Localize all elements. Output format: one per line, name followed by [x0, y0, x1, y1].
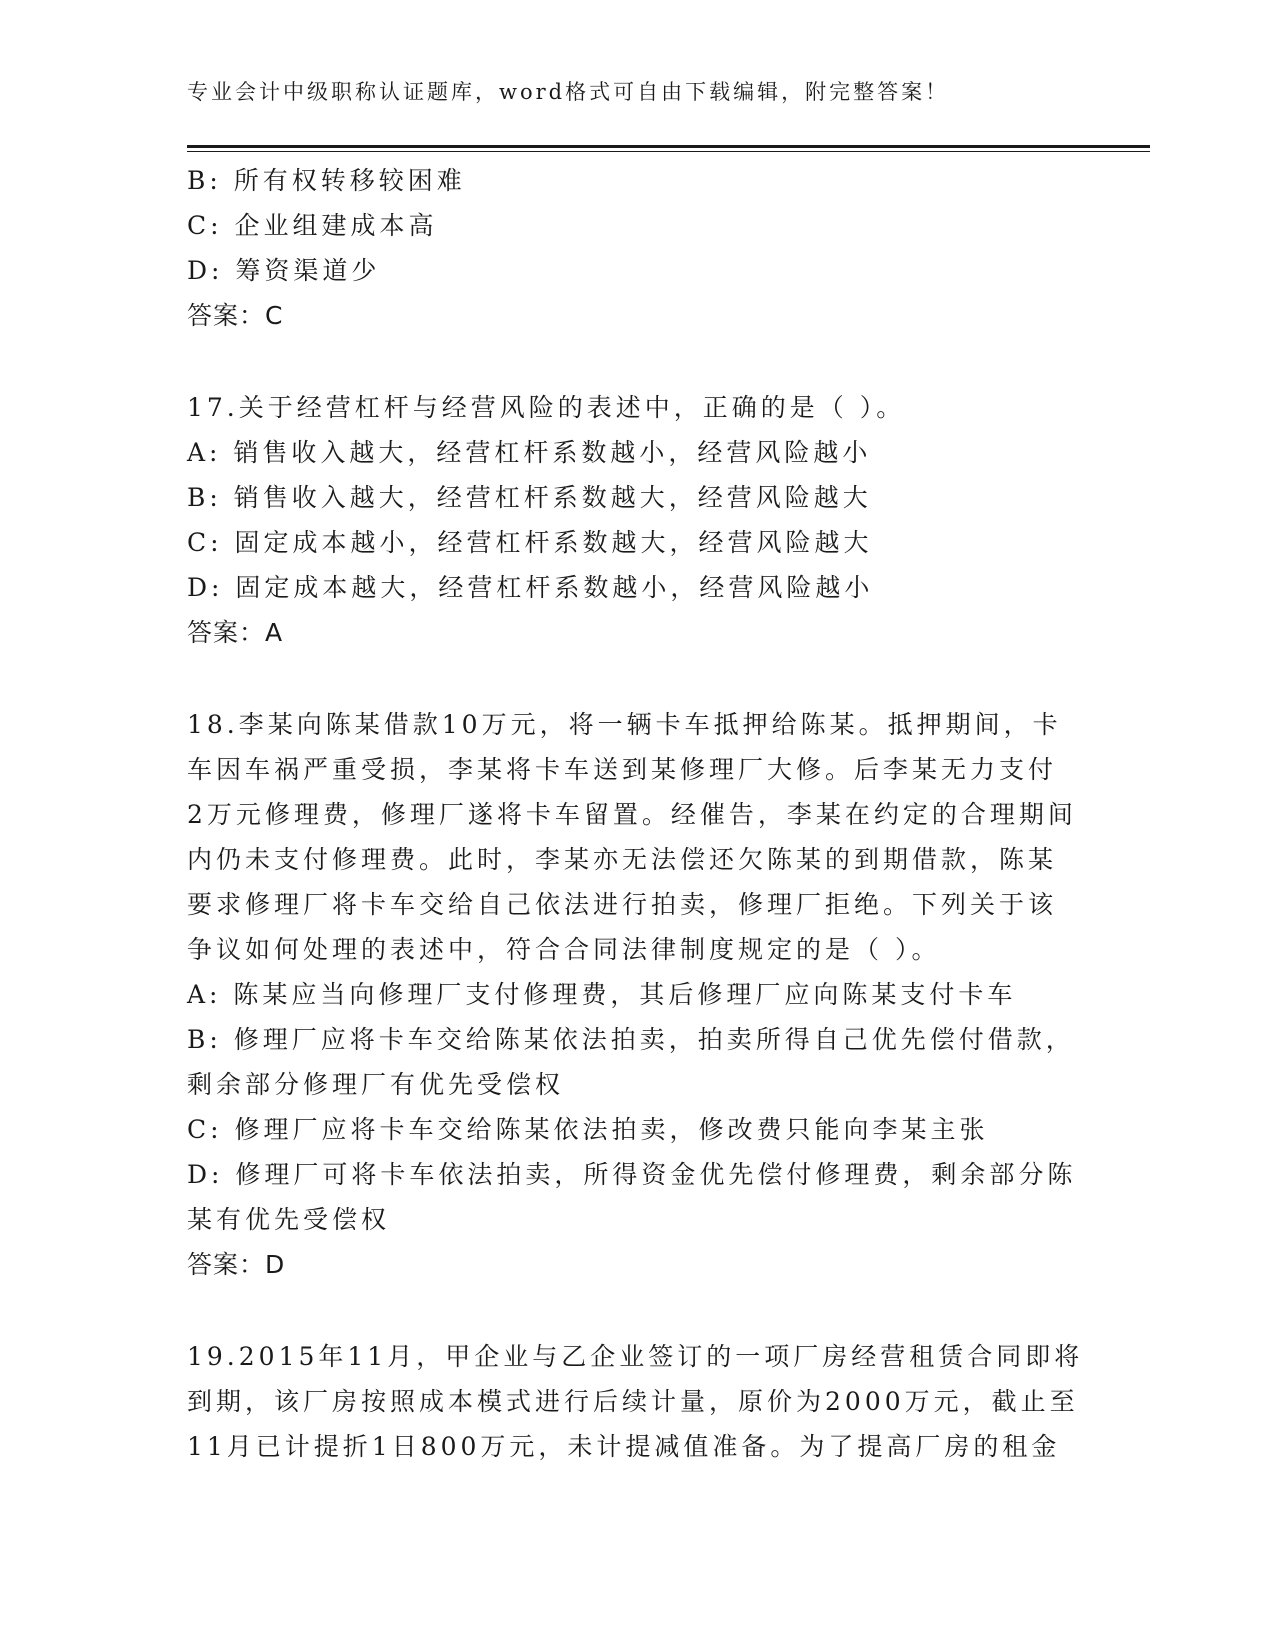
question-16: [187, 158, 1087, 338]
q16-option-d: D: 筹资渠道少: [187, 256, 381, 285]
q18-option-c: C: 修理厂应将卡车交给陈某依法拍卖，修改费只能向李某主张: [187, 1115, 989, 1144]
q19-stem-line: 到期，该厂房按照成本模式进行后续计量，原价为2000万元，截止至: [187, 1387, 1079, 1416]
question-17: [187, 385, 1087, 655]
q16-answer: 答案：C: [187, 301, 284, 330]
header-divider-thick: [187, 145, 1150, 148]
header-divider-thin: [187, 151, 1150, 152]
q17-answer: 答案：A: [187, 618, 284, 647]
q18-stem-line: 要求修理厂将卡车交给自己依法进行拍卖，修理厂拒绝。下列关于该: [187, 890, 1058, 919]
question-19: [187, 1334, 1087, 1469]
q18-stem-line: 争议如何处理的表述中，符合合同法律制度规定的是（ ）。: [187, 935, 941, 964]
q16-option-b: B: 所有权转移较困难: [187, 166, 466, 195]
q19-stem-line: 19.2015年11月，甲企业与乙企业签订的一项厂房经营租赁合同即将: [187, 1342, 1084, 1371]
q18-stem-line: 18.李某向陈某借款10万元，将一辆卡车抵押给陈某。抵押期间，卡: [187, 710, 1062, 739]
q18-option-a: A: 陈某应当向修理厂支付修理费，其后修理厂应向陈某支付卡车: [187, 980, 1017, 1009]
q18-option-b: B: 修理厂应将卡车交给陈某依法拍卖，拍卖所得自己优先偿付借款，: [187, 1025, 1075, 1054]
question-18: [187, 702, 1087, 1287]
q19-stem-line: 11月已计提折1日800万元，未计提减值准备。为了提高厂房的租金: [187, 1432, 1061, 1461]
q17-stem: 17.关于经营杠杆与经营风险的表述中，正确的是（ ）。: [187, 393, 906, 422]
q18-stem-line: 车因车祸严重受损，李某将卡车送到某修理厂大修。后李某无力支付: [187, 755, 1058, 784]
q18-option-d: D: 修理厂可将卡车依法拍卖，所得资金优先偿付修理费，剩余部分陈: [187, 1160, 1077, 1189]
q17-option-a: A: 销售收入越大，经营杠杆系数越小，经营风险越小: [187, 438, 872, 467]
q18-option-b-continued: 剩余部分修理厂有优先受偿权: [187, 1070, 565, 1099]
page-header: 专业会计中级职称认证题库，word格式可自由下载编辑，附完整答案！: [187, 80, 950, 104]
document-body: [187, 158, 1087, 1469]
q18-answer: 答案：D: [187, 1250, 286, 1279]
q17-option-c: C: 固定成本越小，经营杠杆系数越大，经营风险越大: [187, 528, 873, 557]
q17-option-d: D: 固定成本越大，经营杠杆系数越小，经营风险越小: [187, 573, 874, 602]
q18-option-d-continued: 某有优先受偿权: [187, 1205, 391, 1234]
q17-option-b: B: 销售收入越大，经营杠杆系数越大，经营风险越大: [187, 483, 872, 512]
q18-stem-line: 2万元修理费，修理厂遂将卡车留置。经催告，李某在约定的合理期间: [187, 800, 1077, 829]
q18-stem-line: 内仍未支付修理费。此时，李某亦无法偿还欠陈某的到期借款，陈某: [187, 845, 1058, 874]
q16-option-c: C: 企业组建成本高: [187, 211, 438, 240]
